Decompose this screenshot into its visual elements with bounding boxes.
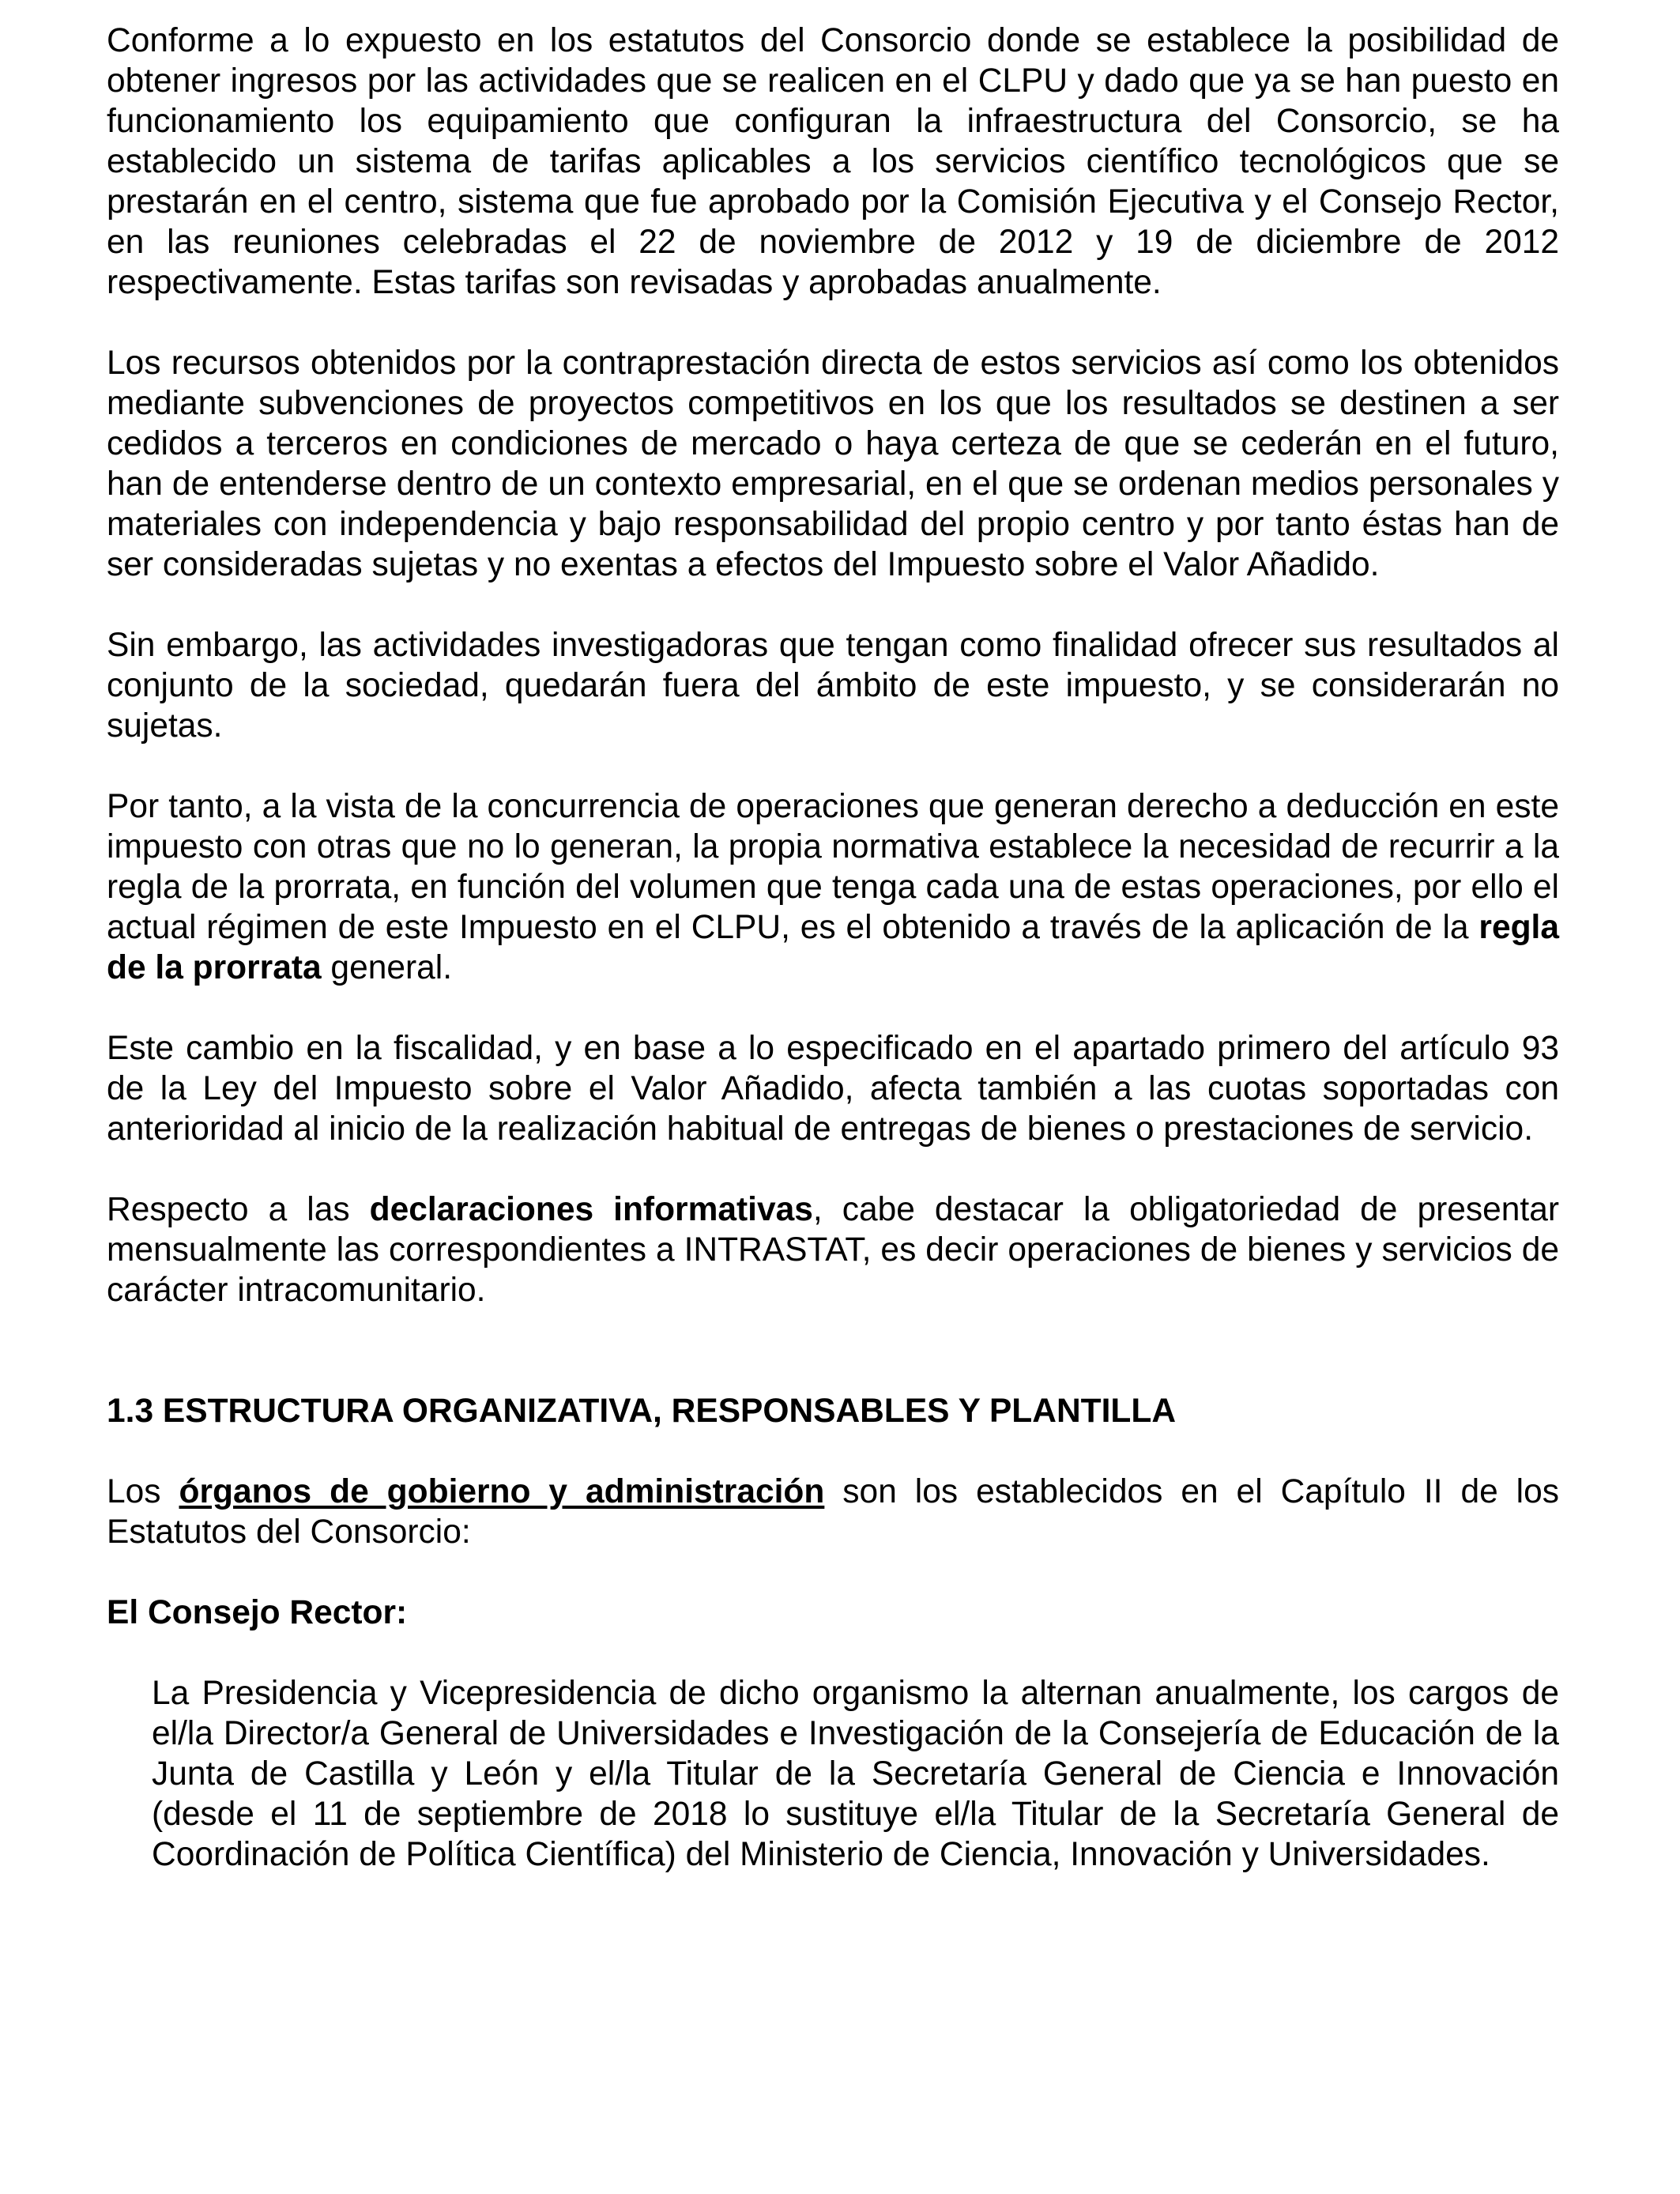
document-page [107,21,1559,1915]
consejo-rector-heading: El Consejo Rector: [107,1594,408,1631]
section-heading: 1.3 ESTRUCTURA ORGANIZATIVA, RESPONSABLES Y PLANTILLA [107,1393,1177,1430]
paragraph-actividades-investigadoras: Sin embargo, las actividades investigadoras que tengan como finalidad ofrecer sus resultados al conjunto de la sociedad, quedarán fuera del ámbito de este impuesto, y se considerarán no sujetas. [107,627,1559,745]
declaraciones-emphasis: declaraciones informativas [369,1191,813,1228]
paragraph-organos [107,1472,1559,1552]
paragraph-prorrata-tail: general. [321,949,453,986]
paragraph-prorrata-text: Por tanto, a la vista de la concurrencia de operaciones que generan derecho a deducción en este impuesto con otras que no lo generan, la propia normativa establece la necesidad de recurrir a la regla de la prorrata, en función del volumen que tenga cada una de estas operaciones, por ello el actual régimen de este Impuesto en el CLPU, es el obtenido a través de la aplicación de la [107,788,1559,946]
paragraph-fiscalidad: Este cambio en la fiscalidad, y en base a lo especificado en el apartado primero del artículo 93 de la Ley del Impuesto sobre el Valor Añadido, afecta también a las cuotas soportadas con anterioridad al inicio de la realización habitual de entregas de bienes o prestaciones de servicio. [107,1030,1559,1148]
paragraph-tarifas: Conforme a lo expuesto en los estatutos del Consorcio donde se establece la posibilidad de obtener ingresos por las actividades que se realicen en el CLPU y dado que ya se han puesto en funcionamiento los equipamiento que configuran la infraestructura del Consorcio, se ha establecido un sistema de tarifas aplicables a los servicios científico tecnológicos que se prestarán en el centro, sistema que fue aprobado por la Comisión Ejecutiva y el Consejo Rector, en las reuniones celebradas el 22 de noviembre de 2012 y 19 de diciembre de 2012 respectivamente. Estas tarifas son revisadas y aprobadas anualmente. [107,22,1559,301]
paragraph-declaraciones-tail: , cabe destacar la obligatoriedad de presentar mensualmente las correspondientes a INTRASTAT, es decir operaciones de bienes y servicios de carácter intracomunitario. [107,1191,1559,1309]
paragraph-declaraciones-text: Respecto a las [107,1191,370,1228]
paragraph-prorrata [107,786,1559,988]
paragraph-declaraciones [107,1189,1559,1310]
paragraph-presidencia: La Presidencia y Vicepresidencia de dicho organismo la alternan anualmente, los cargos de el/la Director/a General de Universidades e Investigación de la Consejería de Educación de la Junta de Castilla y León y el/la Titular de la Secretaría General de Ciencia e Innovación (desde el 11 de septiembre de 2018 lo sustituye el/la Titular de la Secretaría General de Coordinación de Política Científica) del Ministerio de Ciencia, Innovación y Universidades. [152,1675,1559,1873]
organos-emphasis [179,1473,825,1510]
paragraph-organos-text: Los [107,1473,179,1510]
paragraph-organos-tail: son los establecidos en el Capítulo II de los Estatutos del Consorcio: [107,1473,1560,1551]
organos-underlined: órganos de gobierno y administración [179,1473,825,1510]
prorrata-emphasis: regla de la prorrata [107,909,1559,986]
paragraph-recursos: Los recursos obtenidos por la contraprestación directa de estos servicios así como los obtenidos mediante subvenciones de proyectos competitivos en los que los resultados se destinen a ser cedidos a terceros en condiciones de mercado o haya certeza de que se cederán en el futuro, han de entenderse dentro de un contexto empresarial, en el que se ordenan medios personales y materiales con independencia y bajo responsabilidad del propio centro y por tanto éstas han de ser consideradas sujetas y no exentas a efectos del Impuesto sobre el Valor Añadido. [107,345,1559,583]
